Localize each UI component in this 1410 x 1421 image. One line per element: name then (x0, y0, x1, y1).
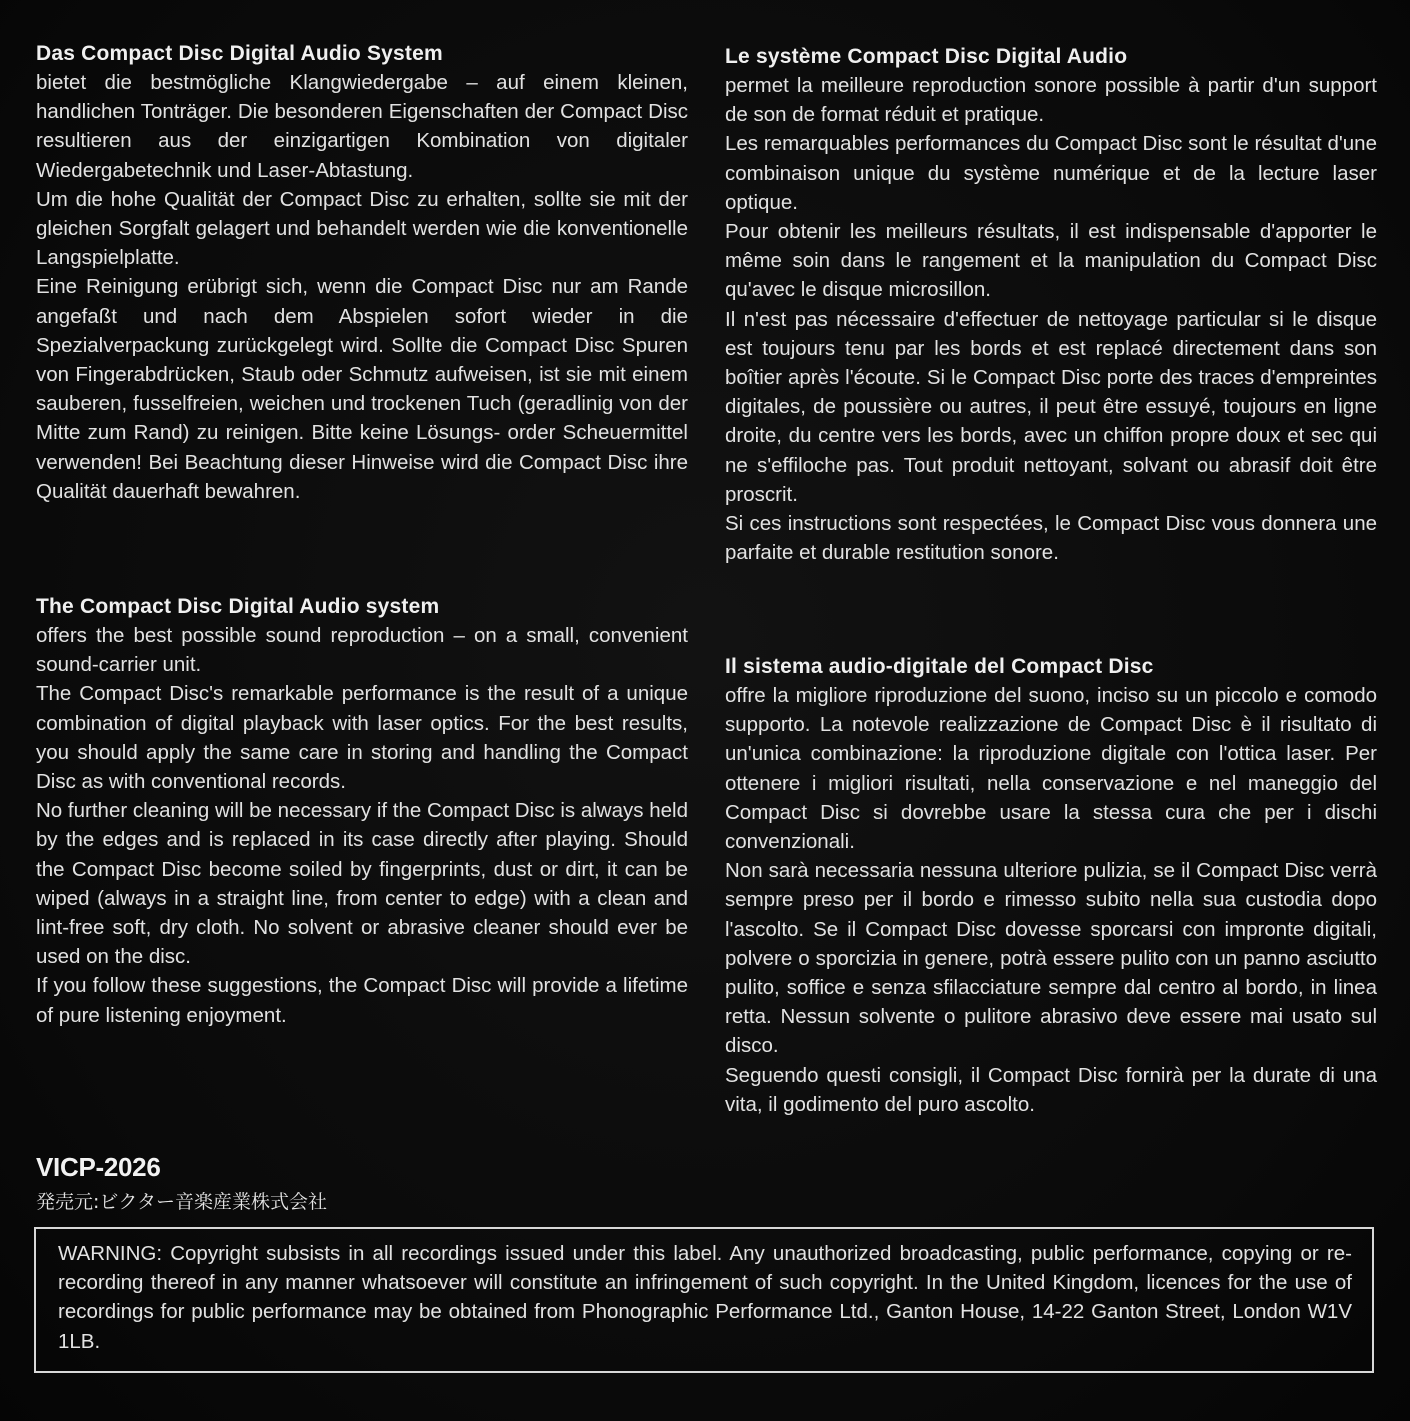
french-paragraph-2: Les remarquables performances du Compact Disc sont le résultat d'une combinaison unique du système numérique et de la lecture laser optique. (725, 132, 1377, 214)
german-paragraph-2: Um die hohe Qualität der Compact Disc zu erhalten, sollte sie mit der gleichen Sorgfalt gelagert und behandelt werden wie die konventionelle Langspielplatte. (36, 187, 688, 270)
italian-heading: Il sistema audio-digitale del Compact Disc (725, 655, 1154, 678)
german-section (36, 39, 688, 506)
copyright-warning-box (34, 1227, 1374, 1373)
italian-paragraph-3: Seguendo questi consigli, il Compact Disc fornirà per la durate di una vita, il godimento del puro ascolto. (725, 1063, 1377, 1116)
french-paragraph-5: Si ces instructions sont respectées, le Compact Disc vous donnera une parfaite et durable restitution sonore. (725, 512, 1377, 565)
english-paragraph-1: offers the best possible sound reproduction – on a small, convenient sound-carrier unit. (36, 624, 688, 677)
catalog-number: VICP-2026 (36, 1152, 161, 1182)
german-paragraph-3: Eine Reinigung erübrigt sich, wenn die Compact Disc nur am Rande angefaßt und nach dem Abspielen sofort wieder in die Spezialverpackung zurückgelegt wird. Sollte die Compact Disc Spuren von Fingerabdrücken, Staub oder Schmutz aufweisen, ist sie mit einem sauberen, fusselfreien, weichen und trockenen Tuch (geradlinig von der Mitte zum Rand) zu reinigen. Bitte keine Lösungs- order Scheuermittel verwenden! Bei Beachtung dieser Hinweise wird die Compact Disc ihre Qualität dauerhaft bewahren. (36, 275, 688, 503)
copyright-warning-text: WARNING: Copyright subsists in all recordings issued under this label. Any unauthorized broadcasting, public performance, copying or re-recording thereof in any manner whatsoever will constitute an infringement of such copyright. In the United Kingdom, licences for the use of recordings for public performance may be obtained from Phonographic Performance Ltd., Ganton House, 14-22 Ganton Street, London W1V 1LB. (58, 1242, 1352, 1353)
english-paragraph-4: If you follow these suggestions, the Compact Disc will provide a lifetime of pure listening enjoyment. (36, 974, 688, 1027)
german-paragraph-1: bietet die bestmögliche Klangwiedergabe – auf einem kleinen, handlichen Tonträger. Die besonderen Eigenschaften der Compact Disc resultieren aus der einzigartigen Kombination von digitaler Wiedergabetechnik und Laser-Abtastung. (36, 71, 688, 182)
italian-paragraph-2: Non sarà necessaria nessuna ulteriore pulizia, se il Compact Disc verrà sempre preso per il bordo e rimesso subito nella sua custodia dopo l'ascolto. Se il Compact Disc dovesse sporcarsi con impronte digitali, polvere o sporcizia in genere, potrà essere pulito con un panno asciutto pulito, soffice e senza sfilacciature sempre dal centro al bordo, in linea retta. Nessun solvente o pulitore abrasivo deve essere mai usato sul disco. (725, 859, 1377, 1058)
french-paragraph-4: Il n'est pas nécessaire d'effectuer de nettoyage particular si le disque est toujours tenu par les bords et est replacé directement dans son boîtier après l'écoute. Si le Compact Disc porte des traces d'empreintes digitales, de poussière ou autres, il peut être essuyé, toujours en ligne droite, du centre vers les bords, avec un chiffon propre doux et sec qui ne s'effiloche pas. Tout produit nettoyant, solvant ou abrasif doit être proscrit. (725, 307, 1377, 506)
english-section (36, 592, 688, 1030)
french-section (725, 42, 1377, 567)
english-paragraph-2: The Compact Disc's remarkable performance is the result of a unique combination of digital playback with laser optics. For the best results, you should apply the same care in storing and handling the Compact Disc as with conventional records. (36, 682, 688, 794)
german-heading: Das Compact Disc Digital Audio System (36, 42, 443, 65)
distributor-label: 発売元:ビクター音楽産業株式会社 (36, 1191, 328, 1213)
english-heading: The Compact Disc Digital Audio system (36, 595, 440, 618)
italian-paragraph-1: offre la migliore riproduzione del suono, inciso su un piccolo e comodo supporto. La notevole realizzazione de Compact Disc è il risultato di un'unica combinazione: la riproduzione digitale con l'ottica laser. Per ottenere i migliori risultati, nella conservazione e nel maneggio del Compact Disc si dovrebbe usare la stessa cura che per i dischi convenzionali. (725, 684, 1377, 854)
italian-section (725, 652, 1377, 1119)
french-paragraph-1: permet la meilleure reproduction sonore possible à partir d'un support de son de format réduit et pratique. (725, 74, 1377, 127)
french-heading: Le système Compact Disc Digital Audio (725, 45, 1128, 68)
english-paragraph-3: No further cleaning will be necessary if the Compact Disc is always held by the edges and is replaced in its case directly after playing. Should the Compact Disc become soiled by fingerprints, dust or dirt, it can be wiped (always in a straight line, from center to edge) with a clean and lint-free soft, dry cloth. No solvent or abrasive cleaner should ever be used on the disc. (36, 799, 688, 969)
french-paragraph-3: Pour obtenir les meilleurs résultats, il est indispensable d'apporter le même soin dans le rangement et la manipulation du Compact Disc qu'avec le disque microsillon. (725, 220, 1377, 302)
